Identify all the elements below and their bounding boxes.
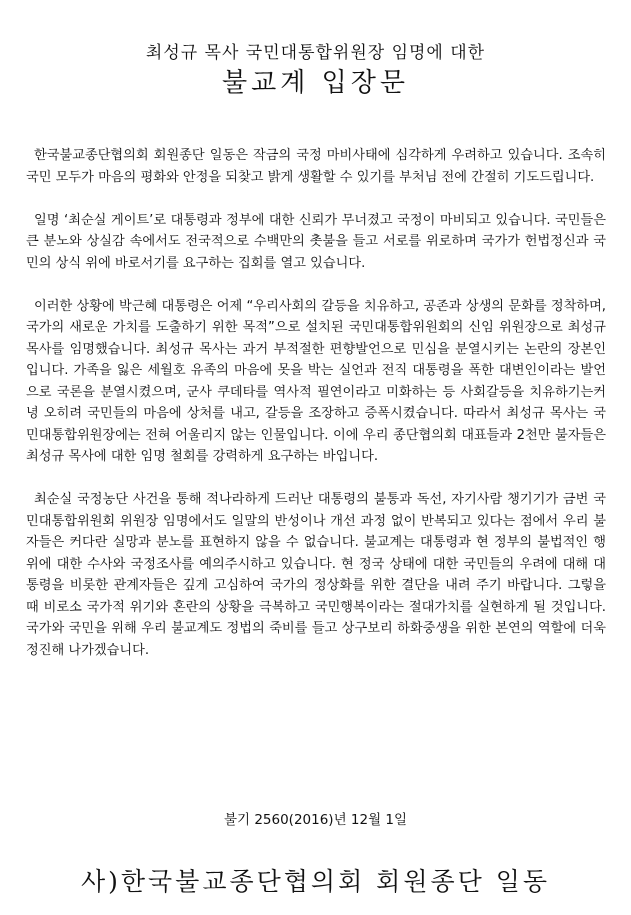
paragraph-1: 한국불교종단협의회 회원종단 일동은 작금의 국정 마비사태에 심각하게 우려하고 있습니다. 조속히 국민 모두가 마음의 평화와 안정을 되찾고 밝게 생활할 수 있기를 부처님 전에 간절히 기도드립니다. [26, 148, 606, 185]
document-body [26, 145, 606, 683]
document-date: 불기 2560(2016)년 12월 1일 [223, 812, 408, 828]
document-signature: 사)한국불교종단협의회 회원종단 일동 [80, 867, 551, 896]
paragraph-4: 최순실 국정농단 사건을 통해 적나라하게 드러난 대통령의 불통과 독선, 자기사람 챙기기가 금번 국민대통합위원회 위원장 임명에서도 일말의 반성이나 개선 과정 없이 반복되고 있다는 점에서 우리 불자들은 커다란 실망과 분노를 표현하지 않을 수 없습니다. 불교계는 대통령과 현 정부의 불법적인 행위에 대한 수사와 국정조사를 예의주시하고 있습니다. 현 정국 상태에 대한 국민들의 우려에 대해 대통령을 비롯한 관계자들은 깊게 고심하여 국가의 정상화를 위한 결단을 내려 주기 바랍니다. 그렇을 때 비로소 국가적 위기와 혼란의 상황을 극복하고 국민행복이라는 절대가치를 실현하게 될 것입니다. 국가와 국민을 위해 우리 불교계도 정법의 죽비를 들고 상구보리 하화중생을 위한 본연의 역할에 더욱 정진해 나가겠습니다. [26, 492, 606, 658]
paragraph-3: 이러한 상황에 박근혜 대통령은 어제 “우리사회의 갈등을 치유하고, 공존과 상생의 문화를 정착하며, 국가의 새로운 가치를 도출하기 위한 목적”으로 설치된 국민대통합위원회의 신임 위원장으로 최성규 목사를 임명했습니다. 최성규 목사는 과거 부적절한 편향발언으로 민심을 분열시키는 논란의 장본인입니다. 가족을 잃은 세월호 유족의 마음에 못을 박는 실언과 전직 대통령을 폭한 대변인이라는 발언으로 국론을 분열시켰으며, 군사 쿠데타를 역사적 필연이라고 미화하는 등 사회갈등을 치유하기는커녕 오히려 국민들의 마음에 상처를 내고, 갈등을 조장하고 증폭시켰습니다. 따라서 최성규 목사는 국민대통합위원장에는 전혀 어울리지 않는 인물입니다. 이에 우리 종단협의회 대표들과 2천만 불자들은 최성규 목사에 대한 임명 철회를 강력하게 요구하는 바입니다. [26, 298, 606, 464]
document-title: 불교계 입장문 [222, 68, 409, 98]
document-subtitle: 최성규 목사 국민대통합위원장 임명에 대한 [145, 43, 486, 63]
paragraph-2: 일명 ‘최순실 게이트’로 대통령과 정부에 대한 신뢰가 무너졌고 국정이 마비되고 있습니다. 국민들은 큰 분노와 상실감 속에서도 전국적으로 수백만의 촛불을 들고 서로를 위로하며 국가가 헌법정신과 국민의 상식 위에 바로서기를 요구하는 집회를 열고 있습니다. [26, 212, 606, 271]
